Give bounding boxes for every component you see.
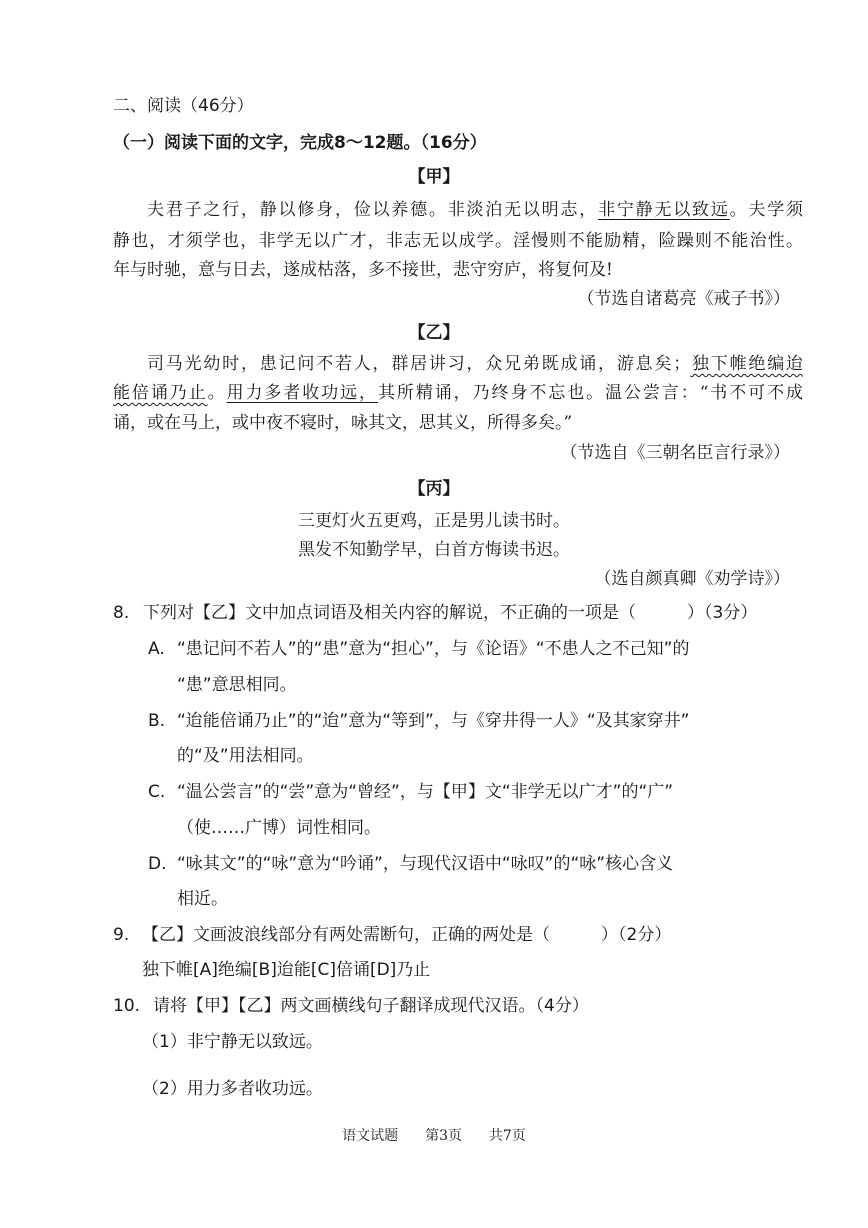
passage-yi-source: （节选自《三朝名臣言行录》）: [560, 443, 790, 463]
passage-yi-line: 司马光幼时，患记问不若人，群居讲习，众兄弟既成诵，游息矣；独下帷绝编迨: [147, 354, 803, 374]
poem-line: 黑发不知勤学早，白首方悔读书迟。: [298, 540, 570, 560]
option-d: D. “咏其文”的“咏”意为“吟诵”，与现代汉语中“咏叹”的“咏”核心含义: [148, 854, 674, 874]
footer-total: 共7页: [488, 1128, 526, 1144]
passage-yi-line: 能倍诵乃止。用力多者收功远，其所精诵，乃终身不忘也。温公尝言：“书不可不成: [113, 383, 804, 403]
option-a-line2: “患”意思相同。: [177, 675, 297, 695]
option-b-line2: 的“及”用法相同。: [177, 746, 314, 766]
passage-yi-label: 【乙】: [408, 323, 460, 343]
page-footer: [0, 1124, 868, 1148]
passage-jia-line: 年与时驰，意与日去，遂成枯落，多不接世，悲守穷庐，将复何及!: [113, 260, 613, 280]
poem-line: 三更灯火五更鸡，正是男儿读书时。: [298, 511, 570, 531]
underlined-sentence: 非宁静无以致远: [598, 200, 730, 220]
passage-yi-line: 诵，或在马上，或中夜不寝时，咏其文，思其义，所得多矣。”: [113, 413, 573, 433]
question-9: [113, 923, 671, 947]
question-9-options: 独下帷[A]绝编[B]迨能[C]倍诵[D]乃止: [142, 960, 431, 980]
passage-bing-label: 【丙】: [408, 479, 460, 499]
passage-jia-line: 静也，才须学也，非学无以广才，非志无以成学。淫慢则不能励精，险躁则不能治性。: [113, 231, 803, 251]
section-title: 二、阅读（46分）: [113, 96, 254, 116]
passage-jia-line: 夫君子之行，静以修身，俭以养德。非淡泊无以明志，非宁静无以致远。夫学须: [147, 200, 804, 220]
question-stem: 请将【甲】【乙】两文画横线句子翻译成现代汉语。（4分）: [153, 996, 589, 1016]
passage-jia-label: 【甲】: [408, 167, 460, 187]
footer-subject: 语文试题: [342, 1128, 399, 1144]
passage-jia-source: （节选自诸葛亮《戒子书》）: [577, 289, 790, 309]
question-stem: 下列对【乙】文中加点词语及相关内容的解说，不正确的一项是（ ）（3分）: [143, 603, 758, 623]
underlined-sentence: 用力多者收功远，: [226, 383, 378, 403]
question-number: 9.: [113, 925, 130, 945]
wavy-underlined-phrase: 能倍诵乃止: [113, 383, 208, 403]
option-d-line2: 相近。: [177, 889, 228, 909]
question-10: [113, 994, 589, 1018]
question-8: [113, 601, 757, 625]
footer-page: 第3页: [425, 1128, 462, 1144]
option-a: A. “患记问不若人”的“患”意为“担心”，与《论语》“不患人之不己知”的: [148, 639, 690, 659]
question-number: 10.: [113, 996, 141, 1016]
passage-bing-source: （选自颜真卿《劝学诗》）: [594, 569, 790, 589]
question-10-sub2: （2）用力多者收功远。: [142, 1079, 323, 1099]
wavy-underlined-phrase: 独下帷绝编迨: [690, 354, 803, 374]
subsection-title: （一）阅读下面的文字，完成8～12题。（16分）: [113, 133, 487, 153]
option-c-line2: （使……广博）词性相同。: [177, 818, 381, 838]
option-c: C. “温公尝言”的“尝”意为“曾经”，与【甲】文“非学无以广才”的“广”: [148, 782, 674, 802]
question-stem: 【乙】文画波浪线部分有两处需断句，正确的两处是（ ）（2分）: [142, 925, 672, 945]
option-b: B. “迨能倍诵乃止”的“迨”意为“等到”，与《穿井得一人》“及其家穿井”: [148, 711, 690, 731]
question-10-sub1: （1）非宁静无以致远。: [142, 1032, 323, 1052]
question-number: 8.: [113, 603, 130, 623]
